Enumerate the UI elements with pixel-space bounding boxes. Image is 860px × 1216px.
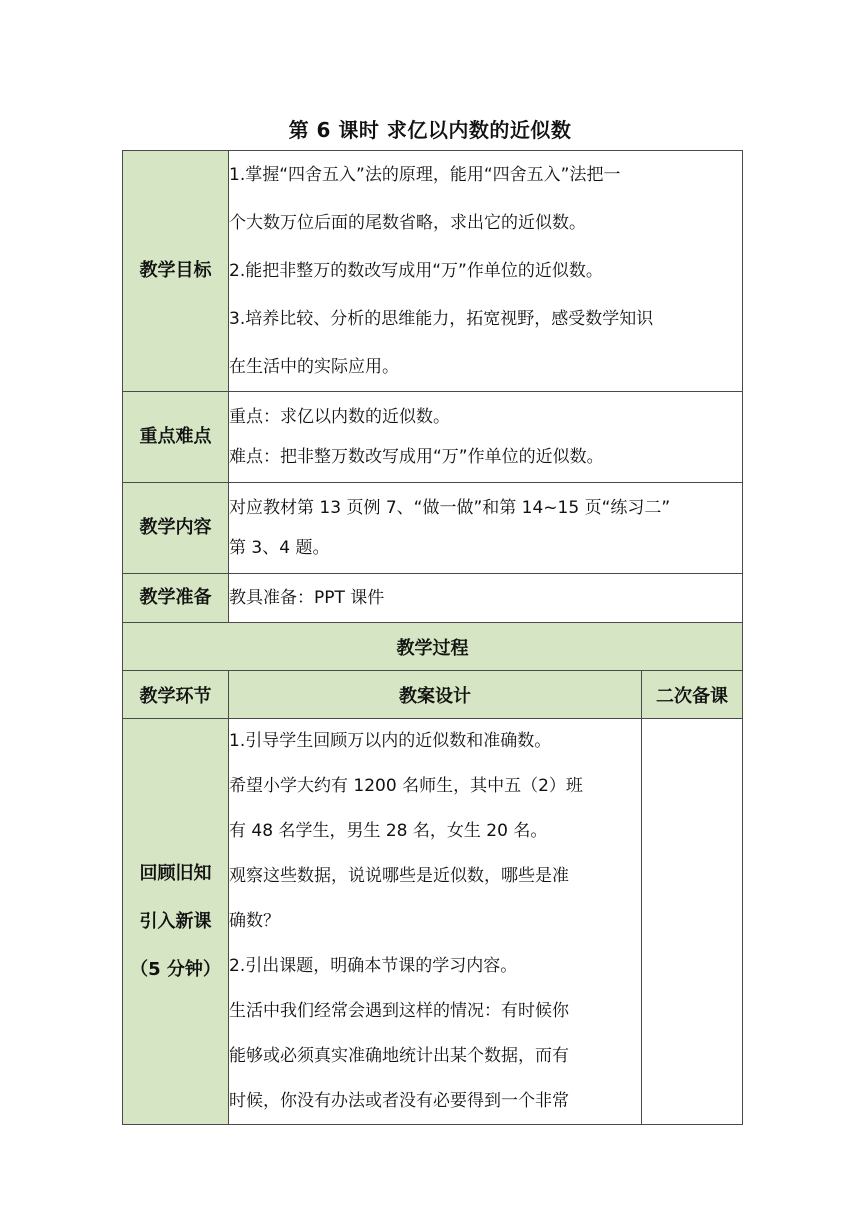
key-points-line: 难点：把非整万数改写成用“万”作单位的近似数。	[229, 447, 604, 467]
process-header: 教学过程	[123, 623, 743, 671]
row-prep	[123, 574, 743, 623]
revision-cell	[642, 719, 743, 1125]
content-content	[229, 483, 743, 574]
key-points-content	[229, 392, 743, 483]
stage-line: 1.引导学生回顾万以内的近似数和准确数。	[229, 731, 552, 751]
stage-content	[229, 719, 642, 1125]
row-columns	[123, 671, 743, 719]
stage-line: 能够或必须真实准确地统计出某个数据，而有	[229, 1046, 569, 1066]
stage-line: 希望小学大约有 1200 名师生，其中五（2）班	[229, 776, 583, 796]
goals-line: 在生活中的实际应用。	[229, 357, 399, 377]
stage-line: 时候，你没有办法或者没有必要得到一个非常	[229, 1091, 569, 1111]
row-content	[123, 483, 743, 574]
stage-label-line: 回顾旧知	[139, 862, 212, 884]
prep-content	[229, 574, 743, 623]
stage-line: 有 48 名学生，男生 28 名，女生 20 名。	[229, 821, 548, 841]
stage-label-line: 引入新课	[139, 910, 212, 932]
goals-line: 1.掌握“四舍五入”法的原理，能用“四舍五入”法把一	[229, 165, 621, 185]
stage-label	[123, 719, 229, 1125]
content-line: 第 3、4 题。	[229, 538, 330, 558]
stage-line: 观察这些数据，说说哪些是近似数，哪些是准	[229, 866, 569, 886]
goals-label: 教学目标	[123, 151, 229, 392]
prep-label: 教学准备	[123, 574, 229, 623]
key-points-line: 重点：求亿以内数的近似数。	[229, 407, 450, 427]
column-stage: 教学环节	[123, 671, 229, 719]
stage-line: 确数？	[229, 911, 280, 931]
row-stage	[123, 719, 743, 1125]
goals-line: 2.能把非整万的数改写成用“万”作单位的近似数。	[229, 261, 603, 281]
goals-line: 个大数万位后面的尾数省略，求出它的近似数。	[229, 213, 586, 233]
content-line: 对应教材第 13 页例 7、“做一做”和第 14~15 页“练习二”	[229, 498, 671, 518]
column-revision: 二次备课	[642, 671, 743, 719]
stage-line: 2.引出课题，明确本节课的学习内容。	[229, 956, 518, 976]
goals-line: 3.培养比较、分析的思维能力，拓宽视野，感受数学知识	[229, 309, 654, 329]
row-goals	[123, 151, 743, 392]
lesson-title: 第 6 课时 求亿以内数的近似数	[288, 118, 572, 142]
column-design: 教案设计	[229, 671, 642, 719]
lesson-plan-table	[122, 150, 743, 1125]
row-process-header	[123, 623, 743, 671]
stage-label-line: （5 分钟）	[130, 958, 221, 980]
row-key-points	[123, 392, 743, 483]
key-points-label: 重点难点	[123, 392, 229, 483]
prep-line: 教具准备：PPT 课件	[229, 588, 385, 608]
goals-content	[229, 151, 743, 392]
content-label: 教学内容	[123, 483, 229, 574]
stage-line: 生活中我们经常会遇到这样的情况：有时候你	[229, 1001, 569, 1021]
